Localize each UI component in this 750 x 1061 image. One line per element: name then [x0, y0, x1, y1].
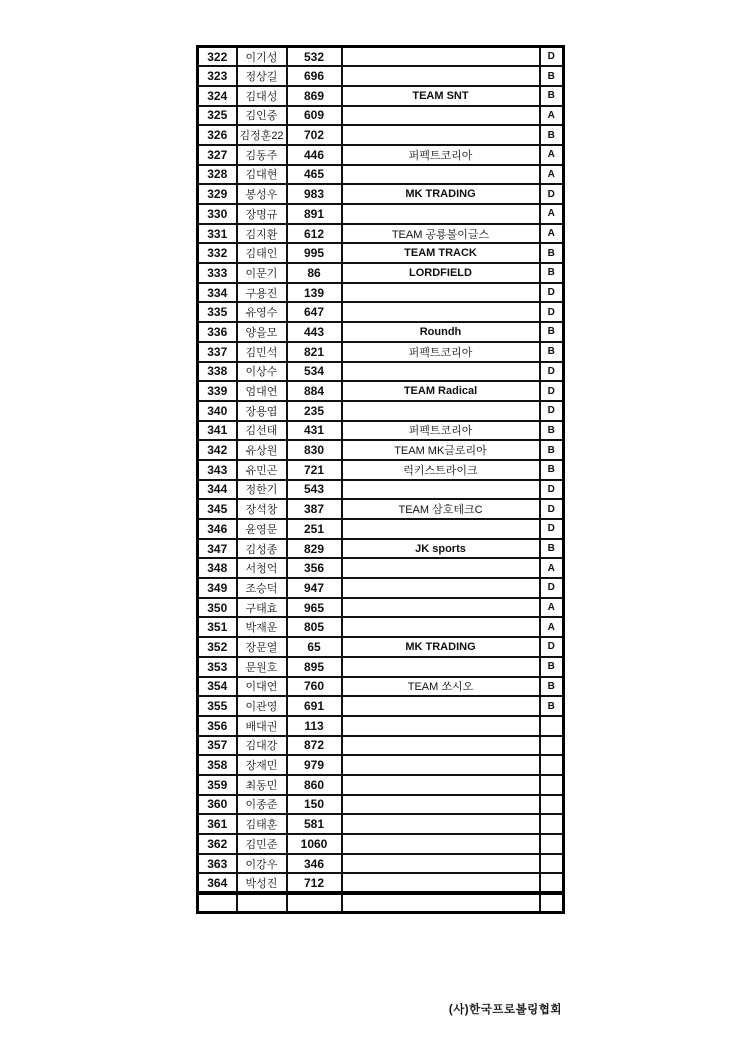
team-name-cell: [342, 558, 540, 578]
grade-cell: [540, 716, 564, 736]
table-row: [198, 145, 564, 165]
member-number-cell: 696: [287, 66, 342, 86]
player-name-cell: 서청억: [237, 558, 287, 578]
entry-number-cell: 343: [198, 460, 237, 480]
team-name-cell: MK TRADING: [342, 637, 540, 657]
member-number-cell: [287, 893, 342, 913]
player-name-cell: 장석창: [237, 499, 287, 519]
player-name-cell: 윤영문: [237, 519, 287, 539]
member-number-cell: 979: [287, 755, 342, 775]
player-name-cell: 장명규: [237, 204, 287, 224]
player-name-cell: 김태인: [237, 243, 287, 263]
team-name-cell: [342, 578, 540, 598]
table-row: [198, 716, 564, 736]
table-row: [198, 657, 564, 677]
table-row: [198, 814, 564, 834]
table-row: [198, 381, 564, 401]
team-name-cell: [342, 736, 540, 756]
table-row: [198, 263, 564, 283]
table-row: [198, 755, 564, 775]
table-row: [198, 795, 564, 815]
member-number-cell: 860: [287, 775, 342, 795]
grade-cell: A: [540, 145, 564, 165]
association-footer: (사)한국프로볼링협회: [448, 1004, 562, 1016]
player-name-cell: 구태효: [237, 598, 287, 618]
player-name-cell: 김인중: [237, 106, 287, 126]
grade-cell: D: [540, 480, 564, 500]
player-name-cell: 양을모: [237, 322, 287, 342]
entry-number-cell: 340: [198, 401, 237, 421]
player-name-cell: 김태훈: [237, 814, 287, 834]
grade-cell: D: [540, 578, 564, 598]
grade-cell: B: [540, 322, 564, 342]
table-row: [198, 617, 564, 637]
entry-number-cell: 348: [198, 558, 237, 578]
member-number-cell: 251: [287, 519, 342, 539]
member-number-cell: 872: [287, 736, 342, 756]
member-number-cell: 532: [287, 47, 342, 67]
entry-number-cell: 350: [198, 598, 237, 618]
team-name-cell: 퍼펙트코리아: [342, 421, 540, 441]
entry-number-cell: 338: [198, 362, 237, 382]
member-number-cell: 721: [287, 460, 342, 480]
entry-number-cell: 337: [198, 342, 237, 362]
player-name-cell: 봉성우: [237, 184, 287, 204]
player-name-cell: 이관영: [237, 696, 287, 716]
player-name-cell: 이강우: [237, 854, 287, 874]
entry-number-cell: 331: [198, 224, 237, 244]
table-row: [198, 854, 564, 874]
grade-cell: [540, 893, 564, 913]
table-row: [198, 224, 564, 244]
entry-number-cell: 362: [198, 834, 237, 854]
entry-number-cell: 354: [198, 677, 237, 697]
entry-number-cell: 330: [198, 204, 237, 224]
member-number-cell: 712: [287, 873, 342, 893]
player-name-cell: 최동민: [237, 775, 287, 795]
team-name-cell: [342, 657, 540, 677]
grade-cell: B: [540, 657, 564, 677]
member-number-cell: 609: [287, 106, 342, 126]
table-row: [198, 401, 564, 421]
team-name-cell: [342, 66, 540, 86]
team-name-cell: [342, 283, 540, 303]
member-number-cell: 113: [287, 716, 342, 736]
member-number-cell: 947: [287, 578, 342, 598]
member-number-cell: 891: [287, 204, 342, 224]
player-name-cell: 정상길: [237, 66, 287, 86]
member-number-cell: 346: [287, 854, 342, 874]
player-name-cell: 김대성: [237, 86, 287, 106]
entry-number-cell: 356: [198, 716, 237, 736]
grade-cell: A: [540, 204, 564, 224]
team-name-cell: LORDFIELD: [342, 263, 540, 283]
table-row: [198, 637, 564, 657]
member-number-cell: 895: [287, 657, 342, 677]
team-name-cell: TEAM SNT: [342, 86, 540, 106]
team-name-cell: 럭키스트라이크: [342, 460, 540, 480]
entry-number-cell: 324: [198, 86, 237, 106]
team-name-cell: [342, 696, 540, 716]
grade-cell: [540, 834, 564, 854]
team-name-cell: [342, 854, 540, 874]
member-number-cell: 543: [287, 480, 342, 500]
entry-number-cell: 341: [198, 421, 237, 441]
entry-number-cell: 353: [198, 657, 237, 677]
member-number-cell: 995: [287, 243, 342, 263]
player-name-cell: 김대현: [237, 165, 287, 185]
player-name-cell: 문원호: [237, 657, 287, 677]
table-row: [198, 125, 564, 145]
player-name-cell: 이기성: [237, 47, 287, 67]
player-name-cell: 김성종: [237, 539, 287, 559]
member-number-cell: 691: [287, 696, 342, 716]
member-number-cell: 431: [287, 421, 342, 441]
table-row: [198, 204, 564, 224]
entry-number-cell: 325: [198, 106, 237, 126]
team-name-cell: [342, 834, 540, 854]
team-name-cell: JK sports: [342, 539, 540, 559]
team-name-cell: [342, 617, 540, 637]
member-number-cell: 702: [287, 125, 342, 145]
entry-number-cell: 326: [198, 125, 237, 145]
table-row: [198, 539, 564, 559]
team-name-cell: MK TRADING: [342, 184, 540, 204]
table-row: [198, 480, 564, 500]
player-name-cell: 박성진: [237, 873, 287, 893]
grade-cell: D: [540, 401, 564, 421]
table-row: [198, 243, 564, 263]
grade-cell: D: [540, 519, 564, 539]
team-name-cell: [342, 165, 540, 185]
grade-cell: D: [540, 302, 564, 322]
team-name-cell: [342, 106, 540, 126]
member-number-cell: 86: [287, 263, 342, 283]
entry-number-cell: 351: [198, 617, 237, 637]
player-name-cell: 장문열: [237, 637, 287, 657]
table-row: [198, 460, 564, 480]
team-name-cell: [342, 893, 540, 913]
team-name-cell: [342, 480, 540, 500]
table-row: [198, 499, 564, 519]
grade-cell: D: [540, 283, 564, 303]
member-number-cell: 965: [287, 598, 342, 618]
player-name-cell: 김민준: [237, 834, 287, 854]
entry-number-cell: 359: [198, 775, 237, 795]
entry-number-cell: 342: [198, 440, 237, 460]
table-row: [198, 86, 564, 106]
table-row: [198, 578, 564, 598]
table-row: [198, 322, 564, 342]
member-number-cell: 235: [287, 401, 342, 421]
table-row: [198, 598, 564, 618]
team-name-cell: 퍼펙트코리아: [342, 342, 540, 362]
team-name-cell: TEAM 삼호테크C: [342, 499, 540, 519]
player-name-cell: 정한기: [237, 480, 287, 500]
grade-cell: B: [540, 342, 564, 362]
member-number-cell: 612: [287, 224, 342, 244]
grade-cell: B: [540, 66, 564, 86]
grade-cell: B: [540, 677, 564, 697]
grade-cell: [540, 814, 564, 834]
table-row: [198, 106, 564, 126]
grade-cell: A: [540, 558, 564, 578]
member-number-cell: 581: [287, 814, 342, 834]
grade-cell: A: [540, 617, 564, 637]
member-number-cell: 387: [287, 499, 342, 519]
member-number-cell: 829: [287, 539, 342, 559]
team-name-cell: [342, 755, 540, 775]
grade-cell: D: [540, 499, 564, 519]
team-name-cell: [342, 302, 540, 322]
table-row: [198, 165, 564, 185]
table-row: [198, 873, 564, 893]
entry-number-cell: 339: [198, 381, 237, 401]
player-name-cell: 구용진: [237, 283, 287, 303]
player-name-cell: 조승덕: [237, 578, 287, 598]
team-name-cell: TEAM TRACK: [342, 243, 540, 263]
player-name-cell: 유민곤: [237, 460, 287, 480]
team-name-cell: 퍼펙트코리아: [342, 145, 540, 165]
entry-number-cell: 360: [198, 795, 237, 815]
grade-cell: [540, 795, 564, 815]
table-row: [198, 342, 564, 362]
team-name-cell: [342, 814, 540, 834]
player-name-cell: 이종준: [237, 795, 287, 815]
grade-cell: B: [540, 539, 564, 559]
member-number-cell: 647: [287, 302, 342, 322]
member-number-cell: 760: [287, 677, 342, 697]
member-number-cell: 446: [287, 145, 342, 165]
member-number-cell: 443: [287, 322, 342, 342]
member-number-cell: 821: [287, 342, 342, 362]
grade-cell: B: [540, 696, 564, 716]
table-row: [198, 421, 564, 441]
grade-cell: B: [540, 460, 564, 480]
entry-number-cell: 349: [198, 578, 237, 598]
team-name-cell: [342, 125, 540, 145]
table-row: [198, 302, 564, 322]
member-number-cell: 534: [287, 362, 342, 382]
entry-number-cell: 328: [198, 165, 237, 185]
entry-number-cell: 323: [198, 66, 237, 86]
table-row: [198, 66, 564, 86]
grade-cell: [540, 755, 564, 775]
table-row: [198, 893, 564, 913]
player-name-cell: 이대연: [237, 677, 287, 697]
grade-cell: A: [540, 598, 564, 618]
entry-number-cell: 332: [198, 243, 237, 263]
member-number-cell: 465: [287, 165, 342, 185]
entry-number-cell: 327: [198, 145, 237, 165]
roster-table: [196, 45, 565, 914]
grade-cell: [540, 736, 564, 756]
entry-number-cell: 363: [198, 854, 237, 874]
team-name-cell: [342, 47, 540, 67]
entry-number-cell: 355: [198, 696, 237, 716]
entry-number-cell: 361: [198, 814, 237, 834]
grade-cell: B: [540, 125, 564, 145]
entry-number-cell: 333: [198, 263, 237, 283]
member-number-cell: 65: [287, 637, 342, 657]
team-name-cell: [342, 204, 540, 224]
table-row: [198, 775, 564, 795]
table-row: [198, 677, 564, 697]
grade-cell: B: [540, 421, 564, 441]
grade-cell: D: [540, 637, 564, 657]
team-name-cell: [342, 716, 540, 736]
member-number-cell: 884: [287, 381, 342, 401]
player-name-cell: 박재운: [237, 617, 287, 637]
entry-number-cell: 322: [198, 47, 237, 67]
entry-number-cell: 345: [198, 499, 237, 519]
grade-cell: [540, 854, 564, 874]
team-name-cell: [342, 873, 540, 893]
player-name-cell: 유영수: [237, 302, 287, 322]
entry-number-cell: 344: [198, 480, 237, 500]
player-name-cell: 김민석: [237, 342, 287, 362]
member-number-cell: 150: [287, 795, 342, 815]
grade-cell: B: [540, 86, 564, 106]
entry-number-cell: 334: [198, 283, 237, 303]
entry-number-cell: 347: [198, 539, 237, 559]
grade-cell: D: [540, 184, 564, 204]
team-name-cell: [342, 795, 540, 815]
player-name-cell: 엄대연: [237, 381, 287, 401]
member-number-cell: 356: [287, 558, 342, 578]
grade-cell: A: [540, 165, 564, 185]
team-name-cell: [342, 598, 540, 618]
entry-number-cell: 352: [198, 637, 237, 657]
table-row: [198, 519, 564, 539]
player-name-cell: 장용엽: [237, 401, 287, 421]
member-number-cell: 830: [287, 440, 342, 460]
team-name-cell: [342, 362, 540, 382]
entry-number-cell: 364: [198, 873, 237, 893]
entry-number-cell: 357: [198, 736, 237, 756]
player-name-cell: 배대권: [237, 716, 287, 736]
entry-number-cell: 346: [198, 519, 237, 539]
team-name-cell: TEAM Radical: [342, 381, 540, 401]
team-name-cell: [342, 775, 540, 795]
entry-number-cell: 336: [198, 322, 237, 342]
team-name-cell: [342, 519, 540, 539]
team-name-cell: Roundh: [342, 322, 540, 342]
table-row: [198, 362, 564, 382]
grade-cell: D: [540, 362, 564, 382]
table-row: [198, 696, 564, 716]
grade-cell: B: [540, 243, 564, 263]
grade-cell: [540, 775, 564, 795]
player-name-cell: 이상수: [237, 362, 287, 382]
player-name-cell: 김정훈22: [237, 125, 287, 145]
player-name-cell: [237, 893, 287, 913]
member-number-cell: 869: [287, 86, 342, 106]
member-number-cell: 805: [287, 617, 342, 637]
table-row: [198, 47, 564, 67]
table-row: [198, 440, 564, 460]
team-name-cell: TEAM 공룡볼이글스: [342, 224, 540, 244]
player-name-cell: 김선태: [237, 421, 287, 441]
table-row: [198, 736, 564, 756]
grade-cell: D: [540, 47, 564, 67]
roster-table-body: [198, 47, 564, 913]
grade-cell: D: [540, 381, 564, 401]
grade-cell: B: [540, 440, 564, 460]
entry-number-cell: 335: [198, 302, 237, 322]
grade-cell: A: [540, 106, 564, 126]
team-name-cell: TEAM MK글로리아: [342, 440, 540, 460]
entry-number-cell: [198, 893, 237, 913]
table-row: [198, 283, 564, 303]
table-row: [198, 834, 564, 854]
player-name-cell: 김지환: [237, 224, 287, 244]
member-number-cell: 1060: [287, 834, 342, 854]
player-name-cell: 김대강: [237, 736, 287, 756]
team-name-cell: [342, 401, 540, 421]
player-name-cell: 김동주: [237, 145, 287, 165]
table-row: [198, 558, 564, 578]
grade-cell: [540, 873, 564, 893]
player-name-cell: 이문기: [237, 263, 287, 283]
member-number-cell: 139: [287, 283, 342, 303]
grade-cell: B: [540, 263, 564, 283]
player-name-cell: 유상원: [237, 440, 287, 460]
table-row: [198, 184, 564, 204]
player-name-cell: 장재민: [237, 755, 287, 775]
entry-number-cell: 358: [198, 755, 237, 775]
entry-number-cell: 329: [198, 184, 237, 204]
grade-cell: A: [540, 224, 564, 244]
team-name-cell: TEAM 쏘시오: [342, 677, 540, 697]
member-number-cell: 983: [287, 184, 342, 204]
